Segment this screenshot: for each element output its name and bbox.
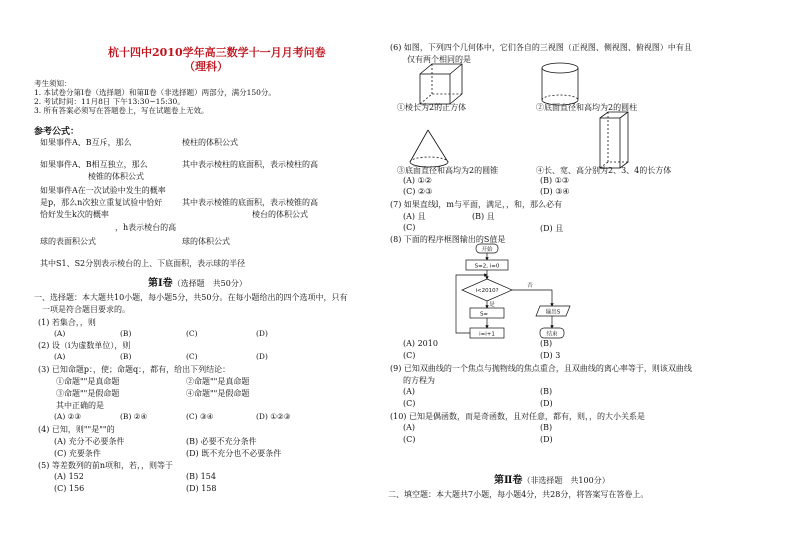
q7-option-c[interactable]: (C) <box>403 223 416 232</box>
q3-option-c[interactable]: (C) ③④ <box>186 412 214 421</box>
q7-stem: (7) 如果直线l，m与平面，满足，，和，那么必有 <box>390 200 563 209</box>
q5-option-b[interactable]: (B) 154 <box>186 472 216 481</box>
q8-option-b[interactable]: (B) <box>540 339 553 348</box>
formula-line: 如果事件A在一次试验中发生的概率 <box>40 186 166 195</box>
q2-option-a[interactable]: (A) <box>54 352 66 361</box>
q3-statement: ④命题""是假命题 <box>186 389 250 398</box>
formula-line: 是p，那么n次独立重复试验中恰好 <box>40 198 163 207</box>
flowchart-no-label: 否 <box>527 283 533 289</box>
q6-caption-3: ③底面直径和高均为2的圆锥 <box>397 166 499 175</box>
q6-option-d[interactable]: (D) ③④ <box>540 187 570 196</box>
q5-option-a[interactable]: (A) 152 <box>54 472 84 481</box>
q7-option-a[interactable]: (A) 且 <box>403 212 426 221</box>
flowchart-body-label: S= <box>479 311 489 318</box>
formula-line: 如果事件A、B相互独立，那么 <box>40 160 148 169</box>
q9-stem: (9) 已知双曲线的一个焦点与抛物线的焦点重合，且双曲线的离心率等于，则该双曲线 <box>390 364 692 373</box>
q5-option-c[interactable]: (C) 156 <box>54 484 85 493</box>
q10-option-a[interactable]: (A) <box>403 423 416 432</box>
q3-option-b[interactable]: (B) ②④ <box>120 412 148 421</box>
q5-option-d[interactable]: (D) 158 <box>186 484 217 493</box>
q10-stem: (10) 已知是偶函数，而是奇函数，且对任意，都有，则，，的大小关系是 <box>390 412 645 421</box>
q10-option-b[interactable]: (B) <box>540 423 553 432</box>
q10-option-d[interactable]: (D) <box>540 435 553 444</box>
part2-instruction: 二、填空题：本大题共7小题，每小题4分，共28分，将答案写在答卷上。 <box>388 490 649 499</box>
notice-item: 2. 考试时间：11月8日 下午13:30~15:30。 <box>34 97 185 106</box>
formula-line: 棱柱的体积公式 <box>182 138 238 147</box>
q2-option-b[interactable]: (B) <box>120 352 132 361</box>
solids-figure-top <box>390 62 670 182</box>
q6-caption-1: ①棱长为2的正方体 <box>397 103 467 112</box>
q8-option-c[interactable]: (C) <box>403 351 416 360</box>
q4-option-c[interactable]: (C) 充要条件 <box>54 449 101 458</box>
q8-stem: (8) 下面的程序框图输出的S值是 <box>390 235 506 244</box>
q6-caption-4: ④长、宽、高分别为2、3、4的长方体 <box>536 166 672 175</box>
q3-statement: ②命题""是真命题 <box>186 377 250 386</box>
notice-item: 3. 所有答案必须写在答题卷上，写在试题卷上无效。 <box>34 106 209 115</box>
q9-option-c[interactable]: (C) <box>403 399 416 408</box>
part1-heading <box>148 274 247 289</box>
q2-option-d[interactable]: (D) <box>256 352 268 361</box>
q4-option-d[interactable]: (D) 既不充分也不必要条件 <box>186 449 282 458</box>
flowchart-output-label: 输出S <box>545 309 561 316</box>
q1-option-d[interactable]: (D) <box>256 329 268 338</box>
formula-line: 其中S1、S2分别表示棱台的上、下底面积，表示球的半径 <box>40 259 246 268</box>
q10-option-c[interactable]: (C) <box>403 435 416 444</box>
formula-line: 其中表示棱柱的底面积，表示棱柱的高 <box>182 160 318 169</box>
part2-title: 第Ⅱ卷 <box>494 475 523 486</box>
exam-subtitle: （理科） <box>184 60 228 73</box>
q9-option-a[interactable]: (A) <box>403 387 416 396</box>
q9-option-b[interactable]: (B) <box>540 387 553 396</box>
flowchart-increment-label: i=i+1 <box>479 331 495 338</box>
q5-stem: (5) 等差数列的前n项和，若，，则等于 <box>38 461 174 470</box>
part1-note: （选择题 共50分） <box>172 279 247 288</box>
q3-which: 其中正确的是 <box>56 401 104 410</box>
part1-title: 第Ⅰ卷 <box>148 278 173 289</box>
q2-stem: (2) 设（i为虚数单位），则 <box>38 341 131 350</box>
q9-option-d[interactable]: (D) <box>540 399 553 408</box>
part2-heading <box>494 471 610 486</box>
q7-option-b[interactable]: (B) 且 <box>472 212 495 221</box>
q8-option-d[interactable]: (D) 3 <box>540 351 561 360</box>
q7-option-d[interactable]: (D) 且 <box>540 224 564 233</box>
q8-option-a[interactable]: (A) 2010 <box>403 339 438 348</box>
exam-title: 杭十四中2010学年高三数学十一月月考问卷 <box>108 46 326 59</box>
cube-figure <box>420 64 462 104</box>
flowchart-start-label: 开始 <box>481 247 493 253</box>
cuboid-figure <box>600 112 628 168</box>
cone-figure <box>410 130 448 167</box>
formula-line: ，h表示棱台的高 <box>115 223 177 232</box>
q2-option-c[interactable]: (C) <box>186 352 198 361</box>
q1-option-c[interactable]: (C) <box>186 329 198 338</box>
q3-statement: ③命题""是假命题 <box>56 389 120 398</box>
q9-stem: 的方程为 <box>403 376 435 385</box>
formula-line: 其中表示棱锥的底面积，表示棱锥的高 <box>182 198 318 207</box>
part1-instruction: 一项是符合题目要求的。 <box>42 305 130 314</box>
q6-stem: 仅有两个相同的是 <box>407 55 471 64</box>
q3-statement: ①命题""是真命题 <box>56 377 120 386</box>
formula-line: 球的表面积公式 <box>40 237 96 246</box>
q4-option-a[interactable]: (A) 充分不必要条件 <box>54 437 125 446</box>
q4-stem: (4) 已知，则""是""的 <box>38 425 115 434</box>
formula-line: 恰好发生k次的概率 <box>40 210 109 219</box>
formula-line: 棱台的体积公式 <box>252 210 308 219</box>
q6-option-c[interactable]: (C) ②③ <box>403 187 433 196</box>
flowchart-condition-label: i<2010? <box>475 288 499 294</box>
formulas-heading: 参考公式： <box>34 127 80 137</box>
q3-option-a[interactable]: (A) ②③ <box>54 412 82 421</box>
notice-heading: 考生须知： <box>34 79 72 88</box>
q6-option-a[interactable]: (A) ①② <box>403 176 432 185</box>
flowchart <box>448 242 588 344</box>
flowchart-end-label: 结束 <box>546 331 558 338</box>
notice-item: 1. 本试卷分第Ⅰ卷（选择题）和第Ⅱ卷（非选择题）两部分，满分150分。 <box>34 88 276 97</box>
cylinder-figure <box>542 63 578 105</box>
part2-note: （非选择题 共100分） <box>522 476 610 485</box>
q1-option-a[interactable]: (A) <box>54 329 66 338</box>
q1-stem: (1) 若集合，，则 <box>38 318 96 327</box>
formula-line: 球的体积公式 <box>182 237 230 246</box>
formula-line: 如果事件A、B互斥，那么 <box>40 138 132 147</box>
q4-option-b[interactable]: (B) 必要不充分条件 <box>186 437 257 446</box>
q1-option-b[interactable]: (B) <box>120 329 132 338</box>
flowchart-init-label: S=2, i=0 <box>474 263 500 270</box>
q3-stem: (3) 已知命题p：，使；命题q：，都有，给出下列结论： <box>38 365 231 374</box>
flowchart-yes-label: 是 <box>489 302 495 308</box>
q6-caption-2: ②底面直径和高均为2的圆柱 <box>536 103 638 112</box>
q6-stem: (6) 如图，下列四个几何体中，它们各自的三视图（正视图、侧视图、俯视图）中有且 <box>390 43 692 52</box>
formula-line: 棱锥的体积公式 <box>88 172 144 181</box>
q6-option-b[interactable]: (B) ①③ <box>540 176 570 185</box>
q3-option-d[interactable]: (D) ①②③ <box>256 412 291 421</box>
part1-instruction: 一、选择题：本大题共10小题，每小题5分，共50分。在每小题给出的四个选项中，只有 <box>34 293 348 302</box>
